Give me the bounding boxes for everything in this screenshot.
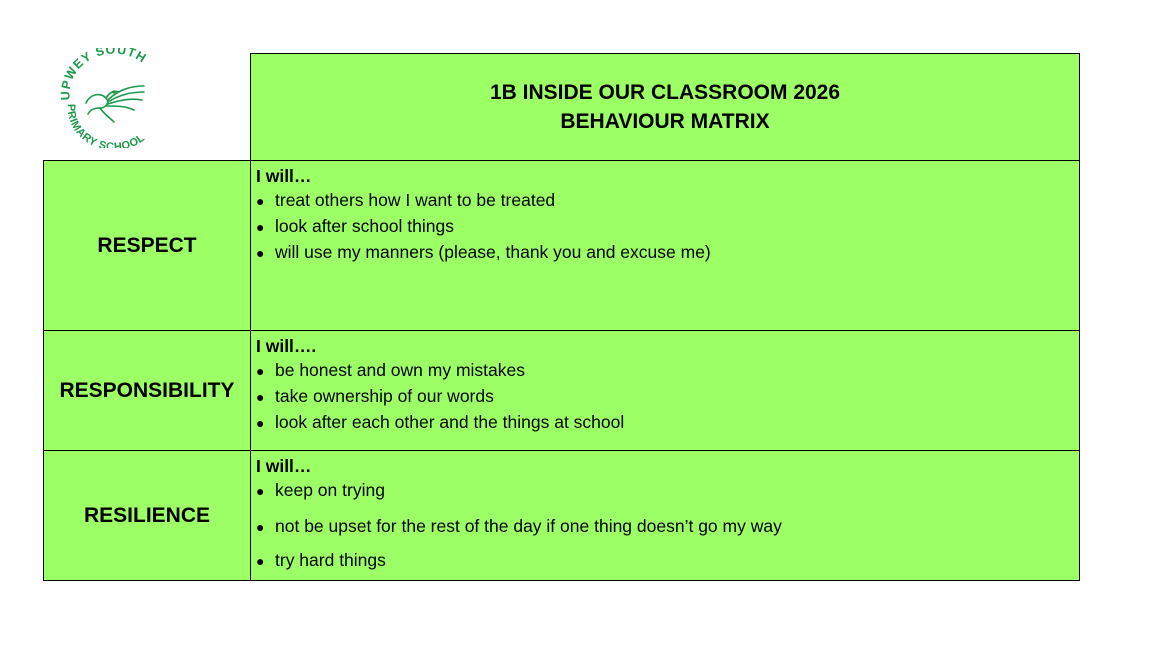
page-title: 1B INSIDE OUR CLASSROOM 2026 bbox=[489, 81, 841, 104]
value-label-text: RESILIENCE bbox=[83, 503, 211, 527]
value-label-responsibility bbox=[43, 330, 251, 451]
list-item-text: keep on trying bbox=[275, 480, 385, 500]
bullet-icon: ● bbox=[256, 553, 265, 569]
value-label-resilience bbox=[43, 450, 251, 581]
bullet-icon: ● bbox=[256, 415, 265, 431]
svg-text:PRIMARY SCHOOL: PRIMARY SCHOOL bbox=[64, 103, 148, 148]
list-item-text: take ownership of our words bbox=[275, 386, 494, 406]
list-item-text: will use my manners (please, thank you and excuse me) bbox=[275, 242, 711, 262]
intro-text: I will… bbox=[256, 166, 312, 186]
value-content-responsibility bbox=[250, 330, 1080, 451]
school-logo bbox=[56, 48, 172, 148]
list-item bbox=[256, 239, 1079, 265]
value-label-text: RESPONSIBILITY bbox=[59, 378, 235, 402]
page-subtitle: BEHAVIOUR MATRIX bbox=[560, 110, 770, 133]
lyrebird-logo-icon bbox=[56, 48, 172, 148]
bullet-icon: ● bbox=[256, 519, 265, 535]
list-item-text: try hard things bbox=[275, 550, 386, 570]
intro-text: I will…. bbox=[256, 336, 317, 356]
list-item-text: treat others how I want to be treated bbox=[275, 190, 556, 210]
bullet-icon: ● bbox=[256, 193, 265, 209]
list-item bbox=[256, 383, 1079, 409]
title-cell bbox=[250, 53, 1080, 161]
intro-text: I will… bbox=[256, 456, 312, 476]
list-item bbox=[256, 477, 1079, 509]
list-item bbox=[256, 543, 1079, 577]
list-item bbox=[256, 409, 1079, 435]
list-item-text: look after each other and the things at school bbox=[275, 412, 625, 432]
list-item bbox=[256, 357, 1079, 383]
value-content-respect bbox=[250, 160, 1080, 331]
list-item-text: look after school things bbox=[275, 216, 454, 236]
bullet-icon: ● bbox=[256, 245, 265, 261]
bullet-icon: ● bbox=[256, 219, 265, 235]
bullet-icon: ● bbox=[256, 389, 265, 405]
list-item bbox=[256, 213, 1079, 239]
bullet-icon: ● bbox=[256, 483, 265, 499]
svg-text:UPWEY SOUTH: UPWEY SOUTH bbox=[58, 48, 150, 101]
bullet-icon: ● bbox=[256, 363, 265, 379]
list-item bbox=[256, 509, 1079, 543]
value-content-resilience bbox=[250, 450, 1080, 581]
value-label-text: RESPECT bbox=[97, 233, 197, 257]
list-item-text: be honest and own my mistakes bbox=[275, 360, 525, 380]
list-item-text: not be upset for the rest of the day if one thing doesn’t go my way bbox=[275, 516, 782, 536]
list-item bbox=[256, 187, 1079, 213]
value-label-respect bbox=[43, 160, 251, 331]
